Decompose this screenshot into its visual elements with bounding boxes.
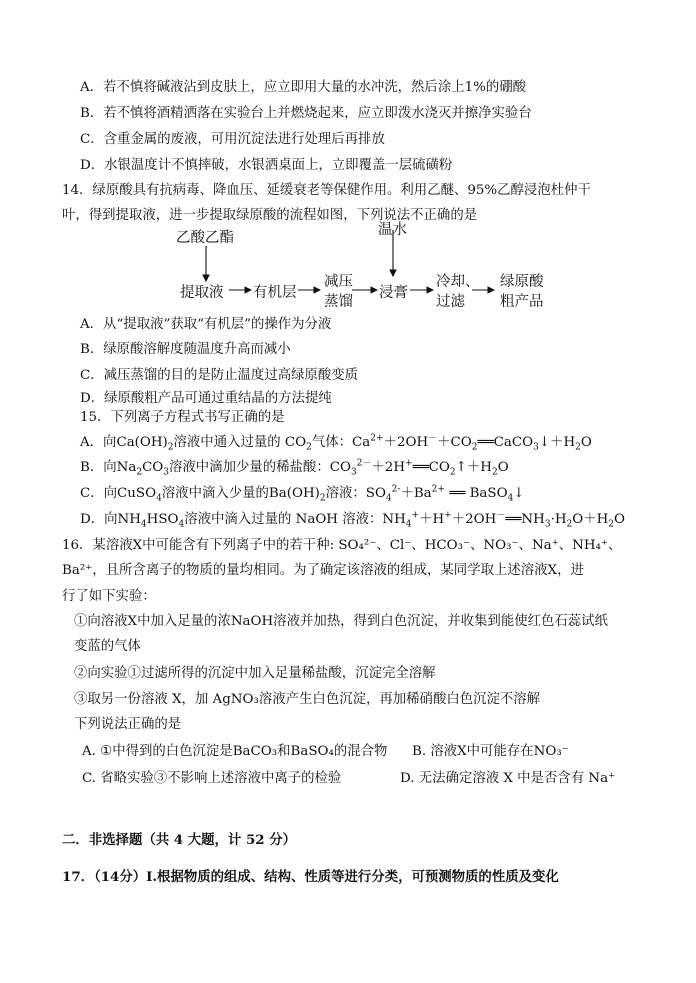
q13-option-b: B．若不慎将酒精洒落在实验台上并燃烧起来，应立即泼水浇灭并擦净实验台	[80, 106, 532, 121]
q16-stem-line-1: 16．某溶液X中可能含有下列离子中的若干种: SO₄²⁻、Cl⁻、HCO₃⁻、NO₃⁻、Na⁺、NH₄⁺、	[62, 538, 622, 553]
q16-option-c: C. 省略实验③不影响上述溶液中离子的检验	[82, 771, 342, 786]
step-organic-layer: 有机层	[253, 285, 297, 301]
q16-experiment-1-line-1: ①向溶液X中加入足量的浓NaOH溶液并加热，得到白色沉淀，并收集到能使红色石蕊试纸	[74, 614, 608, 629]
q16-option-b: B. 溶液X中可能存在NO₃⁻	[412, 744, 569, 759]
q16-stem-line-2: Ba²⁺，且所含离子的物质的量均相同。为了确定该溶液的组成，某同学取上述溶液X，进	[62, 563, 584, 578]
extraction-flowchart	[170, 224, 570, 314]
q15-option-a: A．向$Ca(OH)_2$溶液中通入过量的 $CO_2$气体：$Ca^{2+}+2OH^-+CO_2══CaCO_3↓+H_2O$	[80, 433, 592, 453]
q16-option-a: A. ①中得到的白色沉淀是BaCO₃和BaSO₄的混合物	[82, 744, 388, 759]
q16-question: 下列说法正确的是	[74, 717, 182, 732]
reagent-warm-water: 温水	[378, 222, 407, 238]
q14-stem-line-1: 14．绿原酸具有抗病毒、降血压、延缓衰老等保健作用。利用乙醚、95%乙醇浸泡杜仲干	[62, 183, 591, 198]
step-extract: 提取液	[180, 285, 224, 301]
q15-option-d: D．向$NH_4HSO_4$溶液中滴入过量的 NaOH 溶液：$NH_4^++H^++2OH^-══NH_3\cdot H_2O+H_2O$	[80, 510, 625, 530]
step-chlorogenic-acid: 绿原酸	[500, 274, 544, 290]
q15-option-b: B．向$Na_2CO_3$溶液中滴加少量的稀盐酸：$CO_3^{2-}+2H^+══CO_2↑+H_2O$	[80, 458, 509, 478]
q16-experiment-3: ③取另一份溶液 X，加 AgNO₃溶液产生白色沉淀，再加稀硝酸白色沉淀不溶解	[74, 692, 541, 707]
q13-option-c: C．含重金属的废液，可用沉淀法进行处理后再排放	[80, 132, 385, 147]
q16-experiment-2: ②向实验①过滤所得的沉淀中加入足量稀盐酸，沉淀完全溶解	[74, 666, 436, 681]
step-cooling: 冷却、	[436, 274, 480, 290]
step-reduced-pressure: 减压	[324, 274, 353, 290]
q13-option-a: A．若不慎将碱液沾到皮肤上，应立即用大量的水冲洗，然后涂上1%的硼酸	[80, 80, 527, 95]
reagent-ethyl-acetate: 乙酸乙酯	[176, 230, 234, 246]
q14-option-b: B．绿原酸溶解度随温度升高而减小	[80, 342, 291, 357]
q13-option-d: D．水银温度计不慎摔破，水银洒桌面上，立即覆盖一层硫磺粉	[80, 158, 453, 173]
q16-option-d: D. 无法确定溶液 X 中是否含有 Na⁺	[400, 771, 616, 786]
q14-stem-line-2: 叶，得到提取液，进一步提取绿原酸的流程如图，下列说法不正确的是	[62, 208, 478, 223]
q14-option-a: A．从“提取液”获取“有机层”的操作为分液	[80, 317, 332, 332]
section-2-heading: 二．非选择题（共 4 大题，计 52 分）	[62, 832, 297, 848]
step-extract-paste: 浸膏	[379, 285, 408, 301]
step-crude-product: 粗产品	[500, 294, 544, 310]
q15-option-c: C．向CuSO$_4$溶液中滴入少量的$Ba(OH)_2$溶液：$SO_4^{2-}+Ba^{2+}$ ══ BaSO$_4$↓	[80, 484, 525, 504]
q15-stem: 15．下列离子方程式书写正确的是	[80, 410, 285, 425]
q14-option-d: D．绿原酸粗产品可通过重结晶的方法提纯	[80, 391, 332, 406]
q17-stem: 17．（14分）Ⅰ.根据物质的组成、结构、性质等进行分类，可预测物质的性质及变化	[62, 869, 559, 885]
q16-stem-line-3: 行了如下实验：	[62, 589, 156, 604]
step-distillation: 蒸馏	[324, 294, 353, 310]
step-filtration: 过滤	[436, 294, 465, 310]
q16-experiment-1-line-2: 变蓝的气体	[74, 639, 141, 654]
q14-option-c: C．减压蒸馏的目的是防止温度过高绿原酸变质	[80, 368, 359, 383]
